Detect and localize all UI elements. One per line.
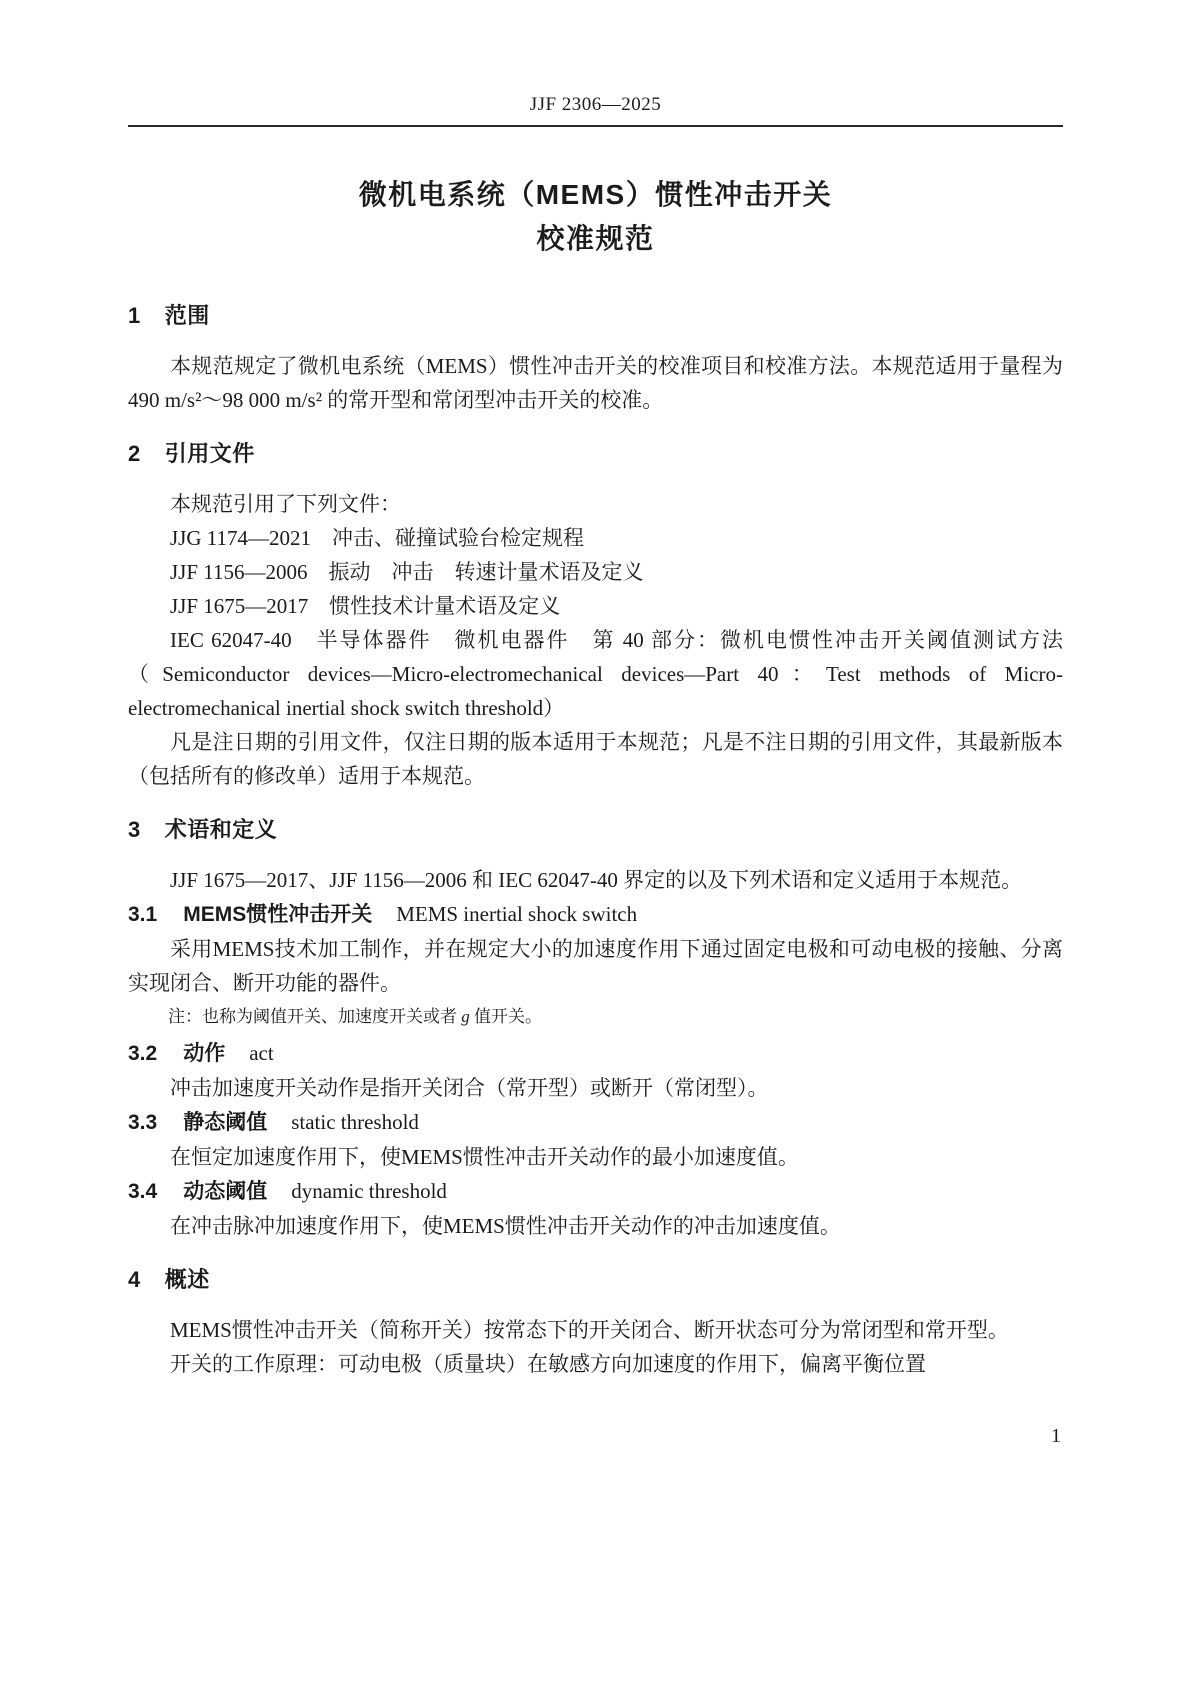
overview-paragraph-2: 开关的工作原理：可动电极（质量块）在敏感方向加速度的作用下，偏离平衡位置 xyxy=(170,1352,926,1376)
term-name-en: act xyxy=(249,1041,274,1065)
term-3-4-definition: 在冲击脉冲加速度作用下，使MEMS惯性冲击开关动作的冲击加速度值。 xyxy=(170,1214,841,1238)
title-line-1: 微机电系统（MEMS）惯性冲击开关 xyxy=(358,179,833,210)
note-text-post: 值开关。 xyxy=(469,1007,542,1026)
term-3-1-note xyxy=(128,1003,1063,1031)
term-3-1-heading xyxy=(128,897,1063,932)
overview-paragraph-1: MEMS惯性冲击开关（简称开关）按常态下的开关闭合、断开状态可分为常闭型和常开型。 xyxy=(170,1318,1009,1342)
section-3-title: 术语和定义 xyxy=(164,817,278,842)
term-3-4-heading xyxy=(128,1174,1063,1209)
term-name-en: dynamic threshold xyxy=(291,1179,447,1203)
section-3-heading xyxy=(128,815,1063,845)
section-terms xyxy=(128,815,1063,1243)
section-2-number: 2 xyxy=(128,441,141,466)
section-scope xyxy=(128,301,1063,417)
terms-intro: JJF 1675—2017、JJF 1156—2006 和 IEC 62047-40 界定的以及下列术语和定义适用于本规范。 xyxy=(170,868,1023,892)
reference-item: JJF 1675—2017 惯性技术计量术语及定义 xyxy=(170,594,561,618)
section-references xyxy=(128,439,1063,793)
header-rule xyxy=(128,125,1063,127)
term-name-zh: 动作 xyxy=(183,1042,226,1065)
section-2-heading xyxy=(128,439,1063,469)
term-3-2-definition: 冲击加速度开关动作是指开关闭合（常开型）或断开（常闭型）。 xyxy=(170,1076,769,1100)
doc-number: JJF 2306—2025 xyxy=(529,94,662,115)
references-intro: 本规范引用了下列文件： xyxy=(170,492,401,516)
page-header xyxy=(128,94,1063,127)
reference-item: JJF 1156—2006 振动 冲击 转速计量术语及定义 xyxy=(170,560,644,584)
term-number: 3.4 xyxy=(128,1180,158,1203)
term-name-en: MEMS inertial shock switch xyxy=(396,902,638,926)
section-3-number: 3 xyxy=(128,817,141,842)
reference-item: JJG 1174—2021 冲击、碰撞试验台检定规程 xyxy=(170,526,584,550)
term-number: 3.3 xyxy=(128,1111,158,1134)
term-3-3-definition: 在恒定加速度作用下，使MEMS惯性冲击开关动作的最小加速度值。 xyxy=(170,1145,799,1169)
term-name-en: static threshold xyxy=(291,1110,419,1134)
section-4-heading xyxy=(128,1265,1063,1295)
reference-item: IEC 62047-40 半导体器件 微机电器件 第 40 部分：微机电惯性冲击开关阈值测试方法（Semiconductor devices—Micro-electromechanical devices—Part 40：Test methods of Micro-electromechanical inertial shock switch threshold） xyxy=(128,628,1063,720)
term-3-2-heading xyxy=(128,1036,1063,1071)
term-3-3-heading xyxy=(128,1105,1063,1140)
section-1-title: 范围 xyxy=(164,303,210,328)
term-name-zh: 静态阈值 xyxy=(183,1111,268,1134)
document-title xyxy=(128,173,1063,261)
section-4-number: 4 xyxy=(128,1267,141,1292)
section-2-title: 引用文件 xyxy=(164,441,255,466)
section-1-number: 1 xyxy=(128,303,141,328)
term-name-zh: MEMS惯性冲击开关 xyxy=(183,903,373,926)
term-number: 3.1 xyxy=(128,903,158,926)
page-number: 1 xyxy=(1051,1425,1061,1447)
section-4-title: 概述 xyxy=(164,1267,210,1292)
term-name-zh: 动态阈值 xyxy=(183,1180,268,1203)
section-overview xyxy=(128,1265,1063,1381)
dated-references-paragraph: 凡是注日期的引用文件，仅注日期的版本适用于本规范；凡是不注日期的引用文件，其最新版本（包括所有的修改单）适用于本规范。 xyxy=(128,730,1063,788)
term-number: 3.2 xyxy=(128,1042,158,1065)
title-line-2: 校准规范 xyxy=(536,223,655,254)
note-text-pre: 注：也称为阈值开关、加速度开关或者 xyxy=(168,1007,462,1026)
section-1-heading xyxy=(128,301,1063,331)
scope-paragraph: 本规范规定了微机电系统（MEMS）惯性冲击开关的校准项目和校准方法。本规范适用于量程为 490 m/s²～98 000 m/s² 的常开型和常闭型冲击开关的校准。 xyxy=(128,354,1063,412)
term-3-1-definition: 采用MEMS技术加工制作，并在规定大小的加速度作用下通过固定电极和可动电极的接触、分离实现闭合、断开功能的器件。 xyxy=(128,937,1063,995)
note-italic-g: g xyxy=(461,1007,470,1026)
